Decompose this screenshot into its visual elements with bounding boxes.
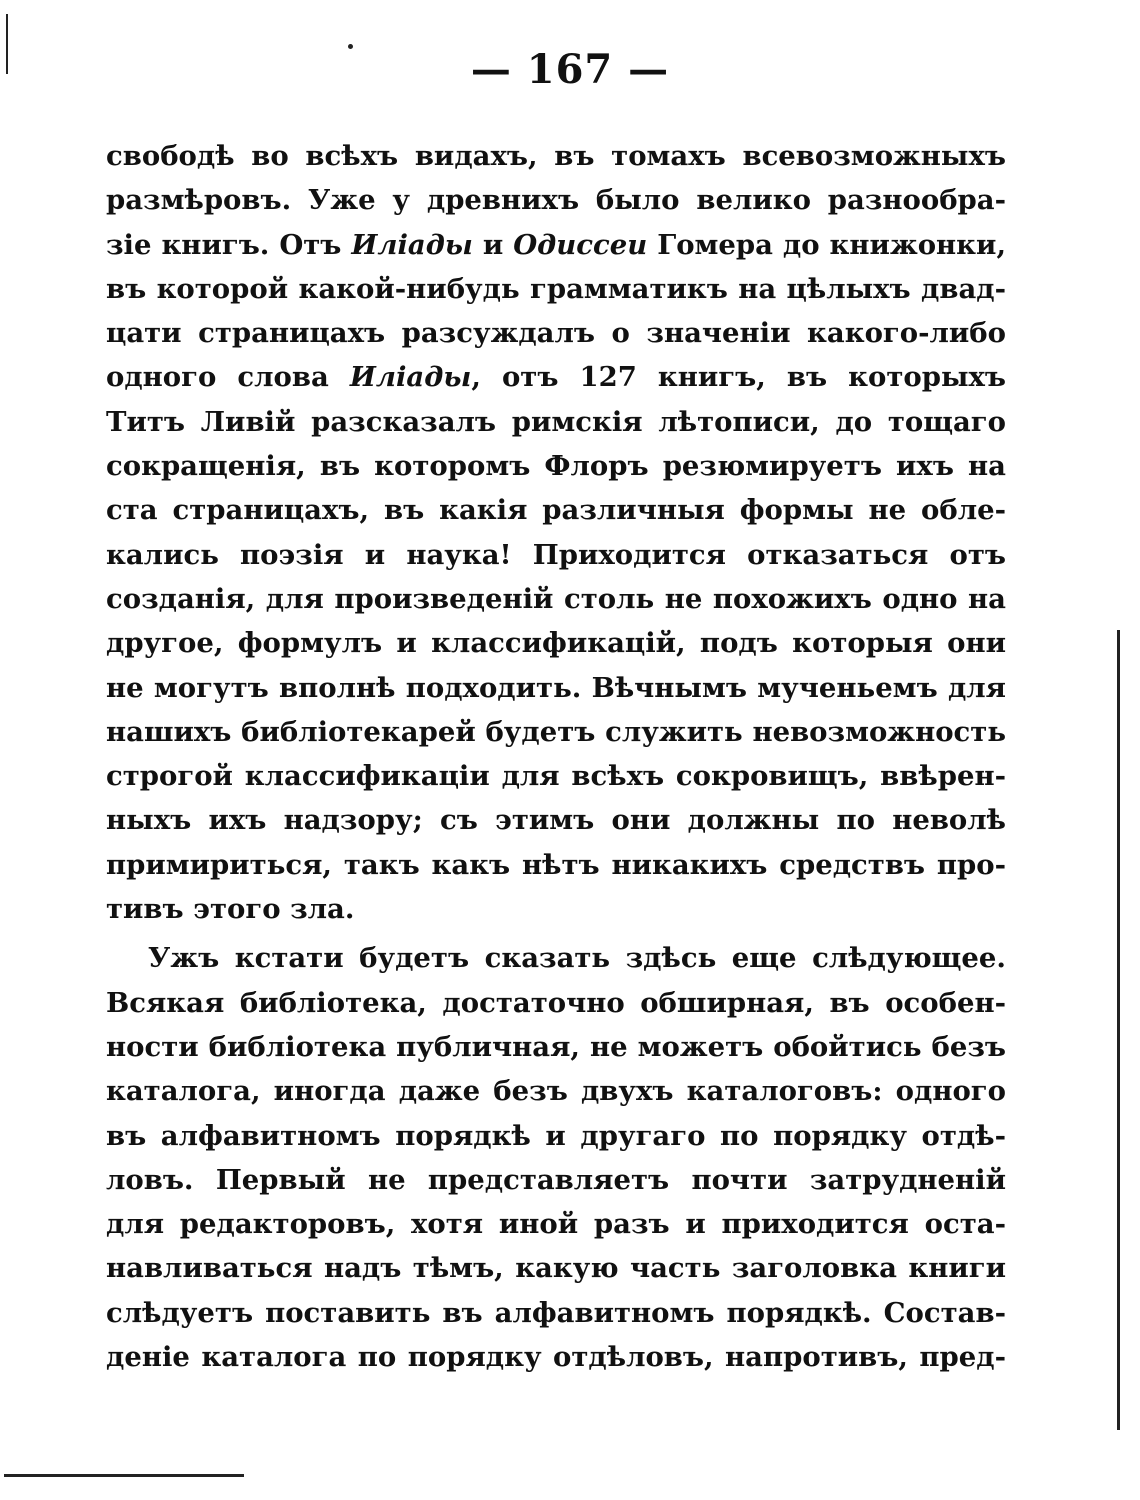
page-text [106,134,1006,1379]
text-line: Всякая библіотека, достаточно обширная, въ особен- [106,986,1006,1019]
text-line: сокращенія, въ которомъ Флоръ резюмируетъ ихъ на [106,450,1006,483]
scan-edge-right-mark [1117,630,1120,1430]
text-line: деніе каталога по порядку отдѣловъ, напротивъ, пред- [106,1341,1006,1374]
text-line: нашихъ библіотекарей будетъ служить невозможность [106,715,1006,748]
text-line: размѣровъ. Уже у древнихъ было велико разнообра- [106,184,1006,217]
work-title-odyssey: Одиссеи [513,228,648,261]
text-line: зіе книгъ. Отъ Иліады и Одиссеи Гомера до книжонки, [106,228,1007,261]
text-line: ста страницахъ, въ какія различныя формы не обле- [106,494,1006,527]
text-line: созданія, для произведеній столь не похожихъ одно на [106,582,1006,615]
text-line: въ алфавитномъ порядкѣ и другаго по порядку отдѣ- [106,1119,1006,1152]
text-line: навливаться надъ тѣмъ, какую часть заголовка книги [106,1252,1006,1285]
text-line: ности библіотека публичная, не можетъ обойтись безъ [106,1030,1006,1063]
text-line: цати страницахъ разсуждалъ о значеніи какого-либо [106,317,1006,350]
paragraph-1 [106,134,1006,931]
paragraph-2 [106,936,1006,1379]
text-line: свободѣ во всѣхъ видахъ, въ томахъ всевозможныхъ [106,140,1006,172]
text-line: одного слова Иліады, отъ 127 книгъ, въ которыхъ [106,361,1006,394]
text-line: Титъ Ливій разсказалъ римскія лѣтописи, до тощаго [106,405,1006,438]
text-line: для редакторовъ, хотя иной разъ и приходится оста- [106,1208,1006,1241]
work-title-iliad: Иліады [351,228,473,261]
text-line: каталога, иногда даже безъ двухъ каталоговъ: одного [106,1075,1006,1108]
scan-bottom-rule-mark [4,1474,244,1477]
text-line: другое, формулъ и классификацій, подъ которыя они [106,627,1006,660]
text-line: ловъ. Первый не представляетъ почти затрудненій [106,1163,1006,1196]
text-line: въ которой какой-нибудь грамматикъ на цѣлыхъ двад- [106,272,1006,305]
text-line: строгой классификаціи для всѣхъ сокровищъ, ввѣрен- [106,760,1006,793]
work-title-iliad: Иліады [349,361,472,394]
text-line: кались поэзія и наука! Приходится отказаться отъ [106,538,1006,571]
text-line: тивъ этого зла. [106,893,355,926]
text-line: слѣдуетъ поставить въ алфавитномъ порядкѣ. Состав- [106,1296,1006,1329]
page-number: — 167 — [470,46,670,93]
text-line: Ужъ кстати будетъ сказать здѣсь еще слѣдующее. [148,942,1006,975]
text-line: примириться, такъ какъ нѣтъ никакихъ средствъ про- [106,848,1006,881]
text-line: не могутъ вполнѣ подходить. Вѣчнымъ мученьемъ для [106,671,1006,704]
text-line: ныхъ ихъ надзору; съ этимъ они должны по неволѣ [106,804,1006,837]
